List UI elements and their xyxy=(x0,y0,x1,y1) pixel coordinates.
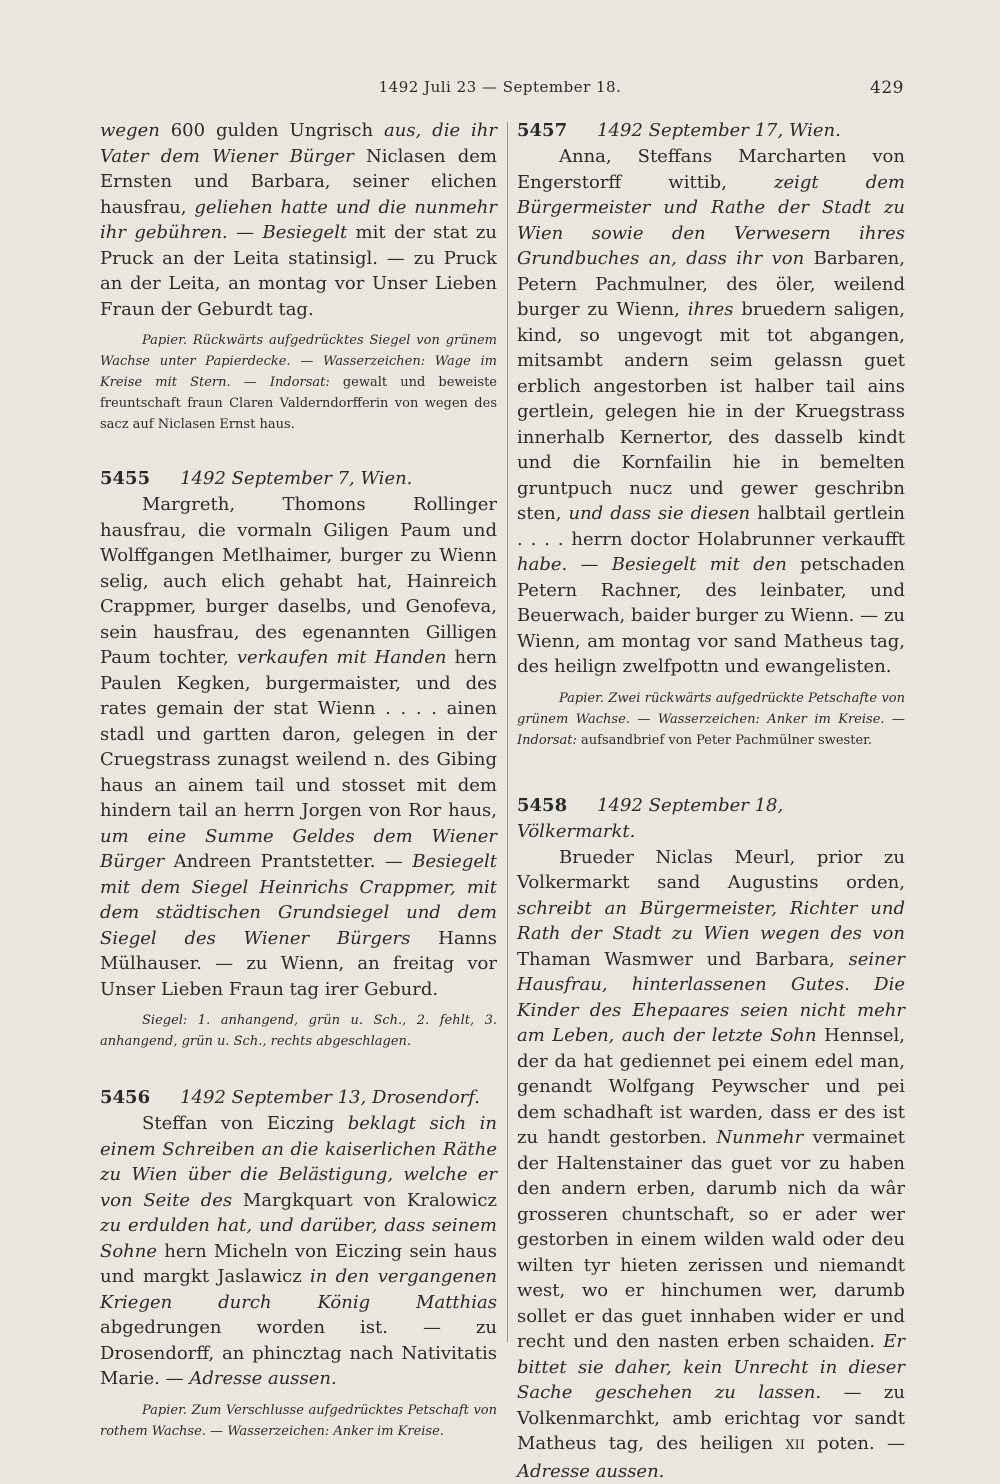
entry-heading xyxy=(517,118,905,144)
entry-text: Steffan von Eiczing beklagt sich in einem Schreiben an die kaiserlichen Räthe zu Wien über die Belästigung, welche er von Seite des Margkquart von Kralowicz zu erdulden hat, und darüber, dass seinem Sohne hern Micheln von Eiczing sein haus und margkt Jaslawicz in den vergangenen Kriegen durch König Matthias abgedrungen worden ist. — zu Drosendorff, an phincztag nach Nativitatis Marie. — Adresse aussen. xyxy=(100,1111,497,1392)
entry-date: 1492 September 17, Wien. xyxy=(597,120,841,141)
entry-continuation-note: Papier. Rückwärts aufgedrücktes Siegel von grünem Wachse unter Papierdecke. — Wasserzeichen: Wage im Kreise mit Stern. — Indorsat: gewalt und beweiste freuntschaft fraun Claren Valderndorfferin von wegen des sacz auf Niclasen Ernst haus. xyxy=(100,330,497,435)
entry-number: 5456 xyxy=(100,1087,150,1108)
entry-continuation-text: wegen 600 gulden Ungrisch aus, die ihr Vater dem Wiener Bürger Niclasen dem Ernsten und Barbara, seiner elichen hausfrau, geliehen hatte und die nunmehr ihr gebühren. — Besiegelt mit der stat zu Pruck an der Leita statinsigl. — zu Pruck an der Leita, an montag vor Unser Lieben Fraun der Geburdt tag. xyxy=(100,118,497,322)
entry-5457 xyxy=(517,118,905,751)
entry-date: 1492 September 13, Drosendorf. xyxy=(180,1087,480,1108)
page-number: 429 xyxy=(870,78,904,98)
running-header xyxy=(100,78,900,102)
entry-date: 1492 September 18, Völkermarkt. xyxy=(517,795,783,842)
entry-number: 5455 xyxy=(100,468,150,489)
entry-heading xyxy=(100,466,497,492)
header-title: 1492 Juli 23 — September 18. xyxy=(100,78,900,96)
entry-date: 1492 September 7, Wien. xyxy=(180,468,412,489)
entry-note: Papier. Zum Verschlusse aufgedrücktes Petschaft von rothem Wachse. — Wasserzeichen: Anker im Kreise. xyxy=(100,1400,497,1442)
left-column xyxy=(100,118,497,1442)
entry-5455 xyxy=(100,466,497,1052)
column-divider xyxy=(507,122,508,1342)
entry-note: Papier. Zwei rückwärts aufgedrückte Petschafte von grünem Wachse. — Wasserzeichen: Anker im Kreise. — Indorsat: aufsandbrief von Peter Pachmülner swester. xyxy=(517,688,905,751)
right-column xyxy=(517,118,905,1484)
entry-text: Brueder Niclas Meurl, prior zu Volkermarkt sand Augustins orden, schreibt an Bürgermeister, Richter und Rath der Stadt zu Wien wegen des von Thaman Wasmwer und Barbara, seiner Hausfrau, hinterlassenen Gutes. Die Kinder des Ehepaares seien nicht mehr am Leben, auch der letzte Sohn Hennsel, der da hat gediennet pei einem edel man, genandt Wolfgang Peywscher und pei dem schadhaft ist warden, dass er des ist zu handt gestorben. Nunmehr vermainet der Haltenstainer das guet vor zu haben den andern erben, darumb nich da wâr grosseren chuntschaft, so er ader wer gestorben in einem wilden wald oder deu wilten tyr hieten zerissen und niemandt west, wo er hinchumen wer, darumb sollet er das guet innhaben wider er und recht und den nasten erben schaiden. Er bittet sie daher, kein Unrecht in dieser Sache geschehen zu lassen. — zu Volkenmarchkt, amb erichtag vor sandt Matheus tag, des heiligen XII poten. — Adresse aussen. xyxy=(517,845,905,1484)
entry-text: Anna, Steffans Marcharten von Engerstorff wittib, zeigt dem Bürgermeister und Rathe der Stadt zu Wien sowie den Verwesern ihres Grundbuches an, dass ihr von Barbaren, Petern Pachmulner, des öler, weilend burger zu Wienn, ihres bruedern saligen, kind, so ungevogt mit tot abgangen, mitsambt andern seim gelassn guet erblich angestorben ist halber tail ains gertlein, gelegen hie in der Kruegstrass innerhalb Kernertor, des dasselb kindt und die Kornfailin hie in bemelten gruntpuch nucz und gewer geschribn sten, und dass sie diesen halbtail gertlein . . . . herrn doctor Holabrunner verkaufft habe. — Besiegelt mit den petschaden Petern Rachner, des leinbater, und Beuerwach, baider burger zu Wienn. — zu Wienn, am montag vor sand Matheus tag, des heilign zwelfpottn und ewangelisten. xyxy=(517,144,905,680)
entry-5456 xyxy=(100,1085,497,1442)
entry-text: Margreth, Thomons Rollinger hausfrau, die vormaln Giligen Paum und Wolffgangen Metlhaimer, burger zu Wienn selig, auch elich gehabt hat, Hainreich Crappmer, burger daselbs, und Genofeva, sein hausfrau, des egenannten Gilligen Paum tochter, verkaufen mit Handen hern Paulen Kegken, burgermaister, und des rates gemain der stat Wienn . . . . ainen stadl und gartten daron, gelegen in der Cruegstrass zunagst weilend n. des Gibing haus an ainem tail und stosset mit dem hindern tail an herrn Jorgen von Ror haus, um eine Summe Geldes dem Wiener Bürger Andreen Prantstetter. — Besiegelt mit dem Siegel Heinrichs Crappmer, mit dem städtischen Grundsiegel und dem Siegel des Wiener Bürgers Hanns Mülhauser. — zu Wienn, an freitag vor Unser Lieben Fraun tag irer Geburd. xyxy=(100,492,497,1002)
entry-number: 5457 xyxy=(517,120,567,141)
entry-note: Siegel: 1. anhangend, grün u. Sch., 2. fehlt, 3. anhangend, grün u. Sch., rechts abgeschlagen. xyxy=(100,1010,497,1052)
entry-heading xyxy=(100,1085,497,1111)
entry-number: 5458 xyxy=(517,795,567,816)
entry-heading xyxy=(517,793,905,845)
entry-5458 xyxy=(517,793,905,1484)
